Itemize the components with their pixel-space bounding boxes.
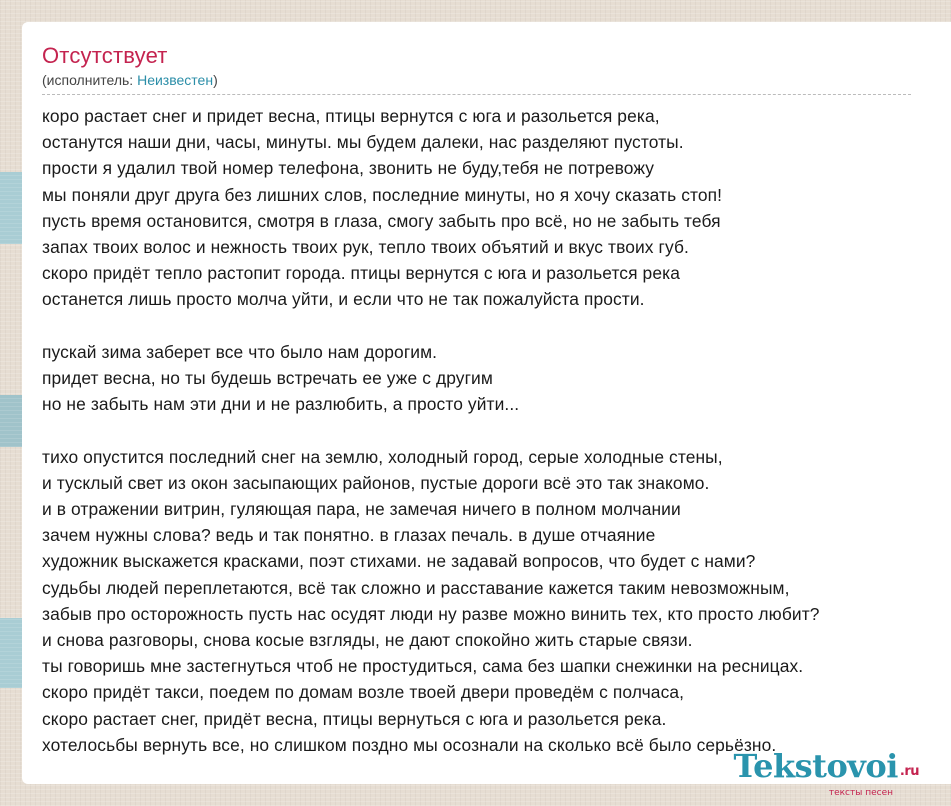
lyrics-line: хотелосьбы вернуть все, но слишком поздно мы осознали на сколько всё было серьёзно. — [42, 734, 777, 755]
watermark-tagline: тексты песен — [828, 788, 893, 798]
lyrics-line: и снова разговоры, снова косые взгляды, не дают спокойно жить старые связи. — [42, 630, 693, 651]
lyrics-line: придет весна, но ты будешь встречать ее уже с другим — [42, 368, 493, 389]
lyrics-line: останется лишь просто молча уйти, и если что не так пожалуйста прости. — [42, 289, 645, 310]
lyrics-line: скоро растает снег, придёт весна, птицы вернуться с юга и разольется река. — [42, 708, 667, 729]
lyrics-line: мы поняли друг друга без лишних слов, последние минуты, но я хочу сказать стоп! — [42, 184, 723, 205]
lyrics-blank-line — [42, 417, 951, 443]
lyrics-line: скоро придёт такси, поедем по домам возле твоей двери проведём с полчаса, — [42, 682, 685, 703]
lyrics-text — [42, 103, 951, 758]
watermark-logo — [733, 747, 919, 788]
lyrics-line: судьбы людей переплетаются, всё так сложно и расставание кажется таким невозможным, — [42, 577, 790, 598]
artist-suffix: ) — [213, 72, 218, 88]
artist-line — [42, 70, 951, 90]
lyrics-line: ты говоришь мне застегнуться чтоб не простудиться, сама без шапки снежинки на ресницах. — [42, 656, 804, 677]
artist-prefix: (исполнитель: — [42, 72, 138, 88]
lyrics-line: останутся наши дни, часы, минуты. мы будем далеки, нас разделяют пустоты. — [42, 132, 684, 153]
watermark-tld: .ru — [899, 764, 919, 779]
watermark-brand: Tekstovoi — [733, 747, 898, 785]
lyrics-line: и тусклый свет из окон засыпающих районов, пустые дороги всё это так знакомо. — [42, 472, 710, 493]
lyrics-line: пускай зима заберет все что было нам дорогим. — [42, 341, 438, 362]
lyrics-line: художник выскажется красками, поэт стихами. не задавай вопросов, что будет с нами? — [42, 551, 756, 572]
lyrics-line: но не забыть нам эти дни и не разлюбить, а просто уйти... — [42, 394, 520, 415]
lyrics-line: коро растает снег и придет весна, птицы вернутся с юга и разольется река, — [42, 106, 660, 126]
lyrics-line: пусть время остановится, смотря в глаза, смогу забыть про всё, но не забыть тебя — [42, 210, 721, 231]
lyrics-blank-line — [42, 313, 951, 339]
lyrics-card — [22, 22, 951, 784]
artist-link[interactable]: Неизвестен — [137, 72, 214, 88]
lyrics-line: скоро придёт тепло растопит города. птицы вернутся с юга и разольется река — [42, 263, 680, 284]
lyrics-line: запах твоих волос и нежность твоих рук, тепло твоих объятий и вкус твоих губ. — [42, 237, 689, 258]
lyrics-line: забыв про осторожность пусть нас осудят люди ну разве можно винить тех, кто просто любит? — [42, 603, 820, 624]
lyrics-line: зачем нужны слова? ведь и так понятно. в глазах печаль. в душе отчаяние — [42, 525, 656, 546]
song-title: Отсутствует — [42, 43, 168, 68]
lyrics-line: тихо опустится последний снег на землю, холодный город, серые холодные стены, — [42, 446, 723, 467]
site-watermark[interactable] — [733, 747, 919, 798]
lyrics-line: и в отражении витрин, гуляющая пара, не замечая ничего в полном молчании — [42, 499, 681, 520]
dashed-divider — [42, 94, 911, 95]
lyrics-line: прости я удалил твой номер телефона, звонить не буду,тебя не потревожу — [42, 158, 655, 179]
